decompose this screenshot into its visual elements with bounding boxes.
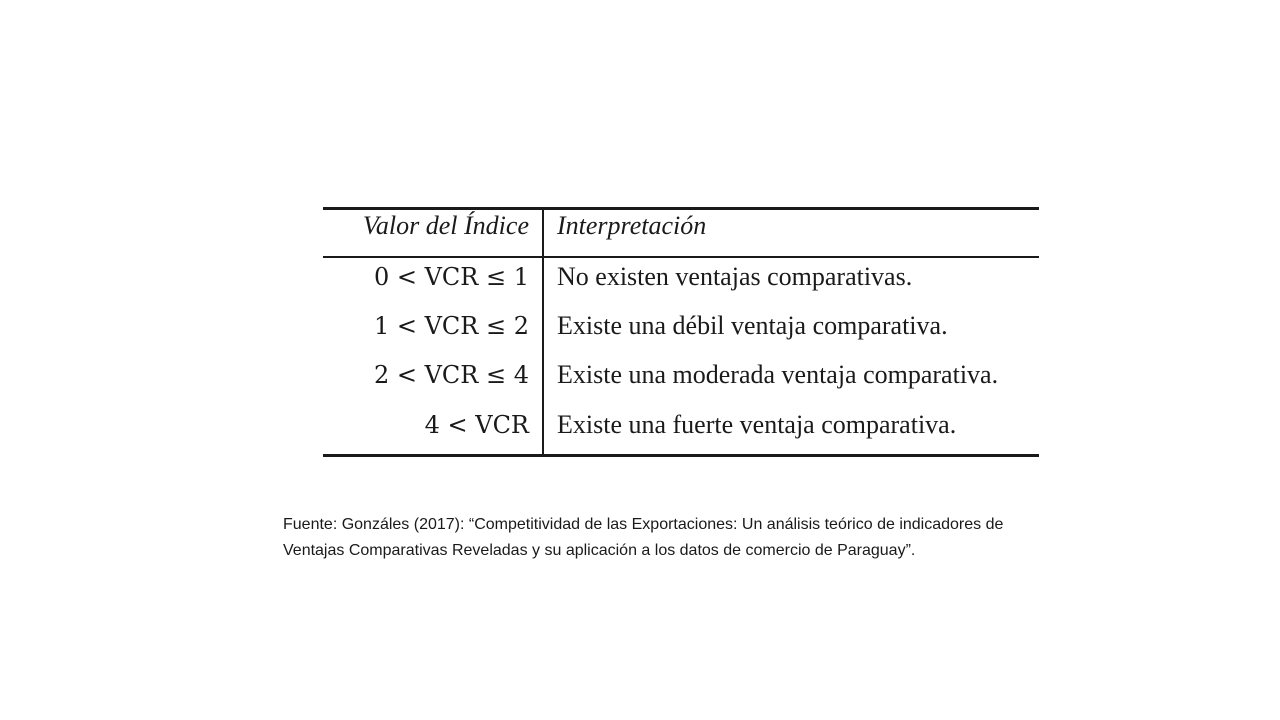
- table-column-divider: [542, 207, 544, 457]
- row-4-value: 4 < VCR: [424, 411, 529, 439]
- vcr-interpretation-table: [323, 207, 1039, 457]
- row-3-value: 2 < VCR ≤ 4: [373, 361, 529, 389]
- source-line-1: Fuente: Gonzáles (2017): “Competitividad de las Exportaciones: Un análisis teórico de indicadores de: [283, 516, 1004, 533]
- table-top-rule: [323, 207, 1039, 210]
- source-line-2: Ventajas Comparativas Reveladas y su aplicación a los datos de comercio de Paraguay”.: [283, 542, 916, 559]
- row-4-interpretation: Existe una fuerte ventaja comparativa.: [557, 410, 957, 439]
- row-1-value: 0 < VCR ≤ 1: [373, 263, 529, 291]
- row-2-value: 1 < VCR ≤ 2: [373, 312, 529, 340]
- row-2-interpretation: Existe una débil ventaja comparativa.: [557, 311, 948, 340]
- row-1-interpretation: No existen ventajas comparativas.: [557, 262, 913, 291]
- source-citation: [283, 512, 1083, 564]
- row-3-interpretation: Existe una moderada ventaja comparativa.: [557, 360, 999, 389]
- table-bottom-rule: [323, 454, 1039, 457]
- header-index-value: Valor del Índice: [362, 211, 529, 240]
- header-interpretation: Interpretación: [557, 211, 707, 240]
- table-header-rule: [323, 256, 1039, 258]
